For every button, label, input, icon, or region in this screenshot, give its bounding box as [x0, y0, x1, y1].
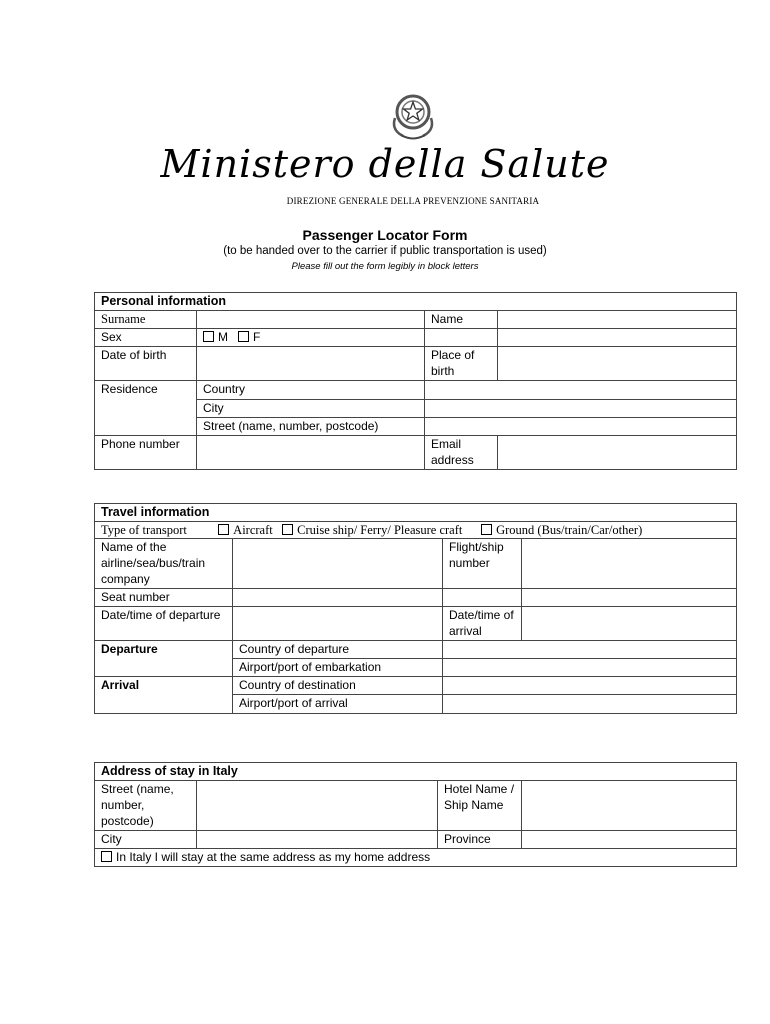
hotel-name-label: Hotel Name / Ship Name [438, 781, 522, 831]
residence-label: Residence [95, 381, 197, 436]
sex-m-label: M [218, 330, 228, 344]
form-subtitle: (to be handed over to the carrier if public transportation is used) [223, 245, 547, 257]
sex-options [197, 329, 425, 347]
company-field[interactable] [233, 539, 443, 589]
aircraft-checkbox[interactable] [218, 524, 229, 535]
form-instruction: Please fill out the form legibly in block letters [291, 261, 479, 272]
stay-street-field[interactable] [197, 781, 438, 831]
surname-label: Surname [95, 311, 197, 329]
stay-address-table [94, 762, 737, 867]
ground-checkbox[interactable] [481, 524, 492, 535]
ground-label: Ground (Bus/train/Car/other) [496, 523, 643, 537]
cruise-checkbox[interactable] [282, 524, 293, 535]
country-departure-field[interactable] [443, 641, 737, 659]
sex-f-label: F [253, 330, 261, 344]
hotel-name-field[interactable] [522, 781, 737, 831]
seat-extra-cell [443, 589, 522, 607]
cruise-label: Cruise ship/ Ferry/ Pleasure craft [297, 523, 463, 537]
same-address-checkbox[interactable] [101, 851, 112, 862]
transport-type-row [95, 522, 737, 539]
stay-city-field[interactable] [197, 831, 438, 849]
flight-label: Flight/ship number [443, 539, 522, 589]
departure-time-field[interactable] [233, 607, 443, 641]
province-field[interactable] [522, 831, 737, 849]
country-departure-label: Country of departure [233, 641, 443, 659]
sex-f-checkbox[interactable] [238, 331, 249, 342]
surname-field[interactable] [197, 311, 425, 329]
sex-extra-cell [425, 329, 498, 347]
stay-city-label: City [95, 831, 197, 849]
aircraft-label: Aircraft [233, 523, 273, 537]
pob-label: Place of birth [425, 347, 498, 381]
departure-time-label: Date/time of departure [95, 607, 233, 641]
departure-label: Departure [95, 641, 233, 677]
personal-info-table [94, 292, 737, 470]
airport-embarkation-label: Airport/port of embarkation [233, 659, 443, 677]
arrival-time-label: Date/time of arrival [443, 607, 522, 641]
transport-type-label: Type of transport [101, 523, 187, 537]
personal-info-heading: Personal information [95, 293, 737, 311]
ministry-name: Ministero della Salute [160, 142, 610, 186]
company-label: Name of the airline/sea/bus/train company [95, 539, 233, 589]
dob-label: Date of birth [95, 347, 197, 381]
same-address-label: In Italy I will stay at the same address as my home address [116, 850, 431, 864]
airport-embarkation-field[interactable] [443, 659, 737, 677]
residence-city-field[interactable] [425, 400, 737, 418]
directorate-name: DIREZIONE GENERALE DELLA PREVENZIONE SANITARIA [286, 196, 540, 206]
arrival-label: Arrival [95, 677, 233, 714]
airport-arrival-field[interactable] [443, 695, 737, 714]
email-label: Email address [425, 436, 498, 470]
country-destination-label: Country of destination [233, 677, 443, 695]
seat-extra-field [522, 589, 737, 607]
sex-label: Sex [95, 329, 197, 347]
airport-arrival-label: Airport/port of arrival [233, 695, 443, 714]
email-field[interactable] [498, 436, 737, 470]
travel-info-table [94, 503, 737, 714]
phone-field[interactable] [197, 436, 425, 470]
name-label: Name [425, 311, 498, 329]
sex-m-checkbox[interactable] [203, 331, 214, 342]
seat-label: Seat number [95, 589, 233, 607]
same-address-row [95, 849, 737, 867]
residence-country-field[interactable] [425, 381, 737, 400]
pob-field[interactable] [498, 347, 737, 381]
name-field[interactable] [498, 311, 737, 329]
residence-street-field[interactable] [425, 418, 737, 436]
seat-field[interactable] [233, 589, 443, 607]
province-label: Province [438, 831, 522, 849]
arrival-time-field[interactable] [522, 607, 737, 641]
stay-street-label: Street (name, number, postcode) [95, 781, 197, 831]
italian-republic-emblem-icon [387, 88, 439, 144]
dob-field[interactable] [197, 347, 425, 381]
country-destination-field[interactable] [443, 677, 737, 695]
flight-field[interactable] [522, 539, 737, 589]
travel-info-heading: Travel information [95, 504, 737, 522]
residence-street-label: Street (name, number, postcode) [197, 418, 425, 436]
residence-city-label: City [197, 400, 425, 418]
sex-extra-field [498, 329, 737, 347]
phone-label: Phone number [95, 436, 197, 470]
stay-address-heading: Address of stay in Italy [95, 763, 737, 781]
form-title: Passenger Locator Form [302, 227, 468, 243]
residence-country-label: Country [197, 381, 425, 400]
